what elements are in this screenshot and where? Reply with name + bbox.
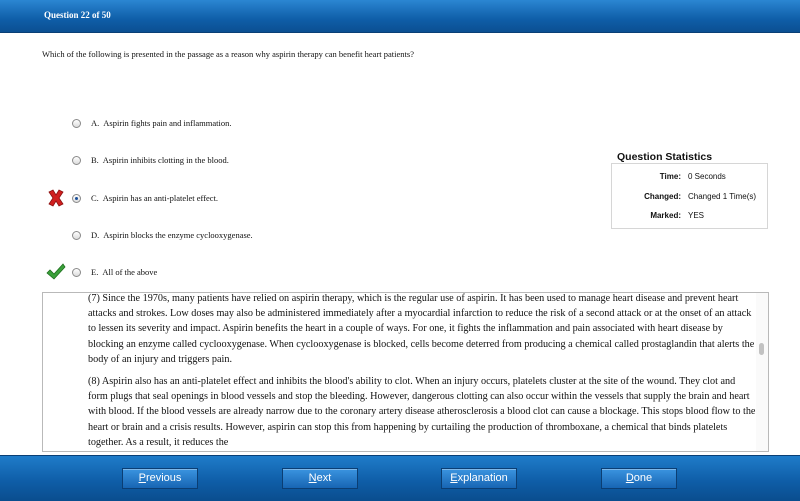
passage-scrollbar[interactable] <box>756 293 768 451</box>
stat-label: Changed: <box>644 192 681 201</box>
passage-panel[interactable] <box>42 292 769 452</box>
question-text: Which of the following is presented in the passage as a reason why aspirin therapy can benefit heart patients? <box>42 49 414 59</box>
radio-button[interactable] <box>72 268 81 277</box>
choice-text: Aspirin fights pain and inflammation. <box>103 118 232 128</box>
choice-letter: D. <box>91 230 100 240</box>
choice-text: Aspirin inhibits clotting in the blood. <box>102 155 229 165</box>
next-button[interactable]: Next <box>282 468 358 489</box>
stat-value: Changed 1 Time(s) <box>688 192 757 201</box>
explanation-button[interactable]: Explanation <box>441 468 517 489</box>
correct-check-icon <box>46 262 66 282</box>
stat-row-changed <box>612 192 769 204</box>
passage-paragraph: (7) Since the 1970s, many patients have relied on aspirin therapy, which is the regular use of aspirin. It has been used to manage heart disease and prevent heart attacks and strokes. Low doses may also be administered immediately after a myocardial infarction to reduce the risk of a second attack or at the onset of an attack to lessen its severity and impact. Aspirin benefits the heart in a couple of ways. For one, it fights the inflammation and pain associated with heart disease by blocking an enzyme called cyclooxygenase. When cyclooxygenase is blocked, cells become deterred from producing a chemical called prostaglandin that alerts the body of an injury and triggers pain. <box>88 293 755 365</box>
answer-choice[interactable] <box>72 228 253 242</box>
choice-text: Aspirin blocks the enzyme cyclooxygenase. <box>103 230 253 240</box>
radio-button[interactable] <box>72 194 81 203</box>
incorrect-x-icon <box>46 188 66 208</box>
header-bar <box>0 0 800 33</box>
answer-choice[interactable] <box>72 153 229 167</box>
question-counter: Question 22 of 50 <box>44 10 111 20</box>
choice-letter: A. <box>91 118 100 128</box>
scroll-thumb[interactable] <box>759 343 764 355</box>
stat-label: Marked: <box>650 211 681 220</box>
stat-row-marked <box>612 211 769 223</box>
choice-text: Aspirin has an anti-platelet effect. <box>102 193 219 203</box>
choice-letter: E. <box>91 267 99 277</box>
stat-value: 0 Seconds <box>688 172 726 181</box>
stat-value: YES <box>688 211 705 220</box>
footer-bar <box>0 455 800 501</box>
stats-panel <box>611 163 768 229</box>
done-button[interactable]: Done <box>601 468 677 489</box>
passage-text <box>88 292 756 452</box>
answer-choice[interactable] <box>72 191 218 205</box>
stat-row-time <box>612 172 769 184</box>
radio-button[interactable] <box>72 119 81 128</box>
stat-label: Time: <box>659 172 681 181</box>
radio-button[interactable] <box>72 156 81 165</box>
radio-button[interactable] <box>72 231 81 240</box>
answer-choice[interactable] <box>72 116 231 130</box>
previous-button[interactable]: Previous <box>122 468 198 489</box>
choice-text: All of the above <box>102 267 158 277</box>
answer-choice[interactable] <box>72 265 157 279</box>
passage-paragraph: (8) Aspirin also has an anti-platelet effect and inhibits the blood's ability to clot. When an injury occurs, platelets cluster at the site of the wound. They clot and form plugs that seal openings in blood vessels and stop the bleeding. However, dangerous clotting can also occur within the vessels that supply the brain and heart with blood. If the blood vessels are already narrow due to the coronary artery disease atherosclerosis a blood clot can cause a blockage. This stops blood flow to the heart or brain and a crisis results. However, aspirin can stop this from happening by curtailing the production of thromboxane, a chemical that binds platelets together. As a result, it reduces the <box>88 376 756 448</box>
stats-title: Question Statistics <box>617 151 713 163</box>
choice-letter: B. <box>91 155 99 165</box>
choice-letter: C. <box>91 193 99 203</box>
